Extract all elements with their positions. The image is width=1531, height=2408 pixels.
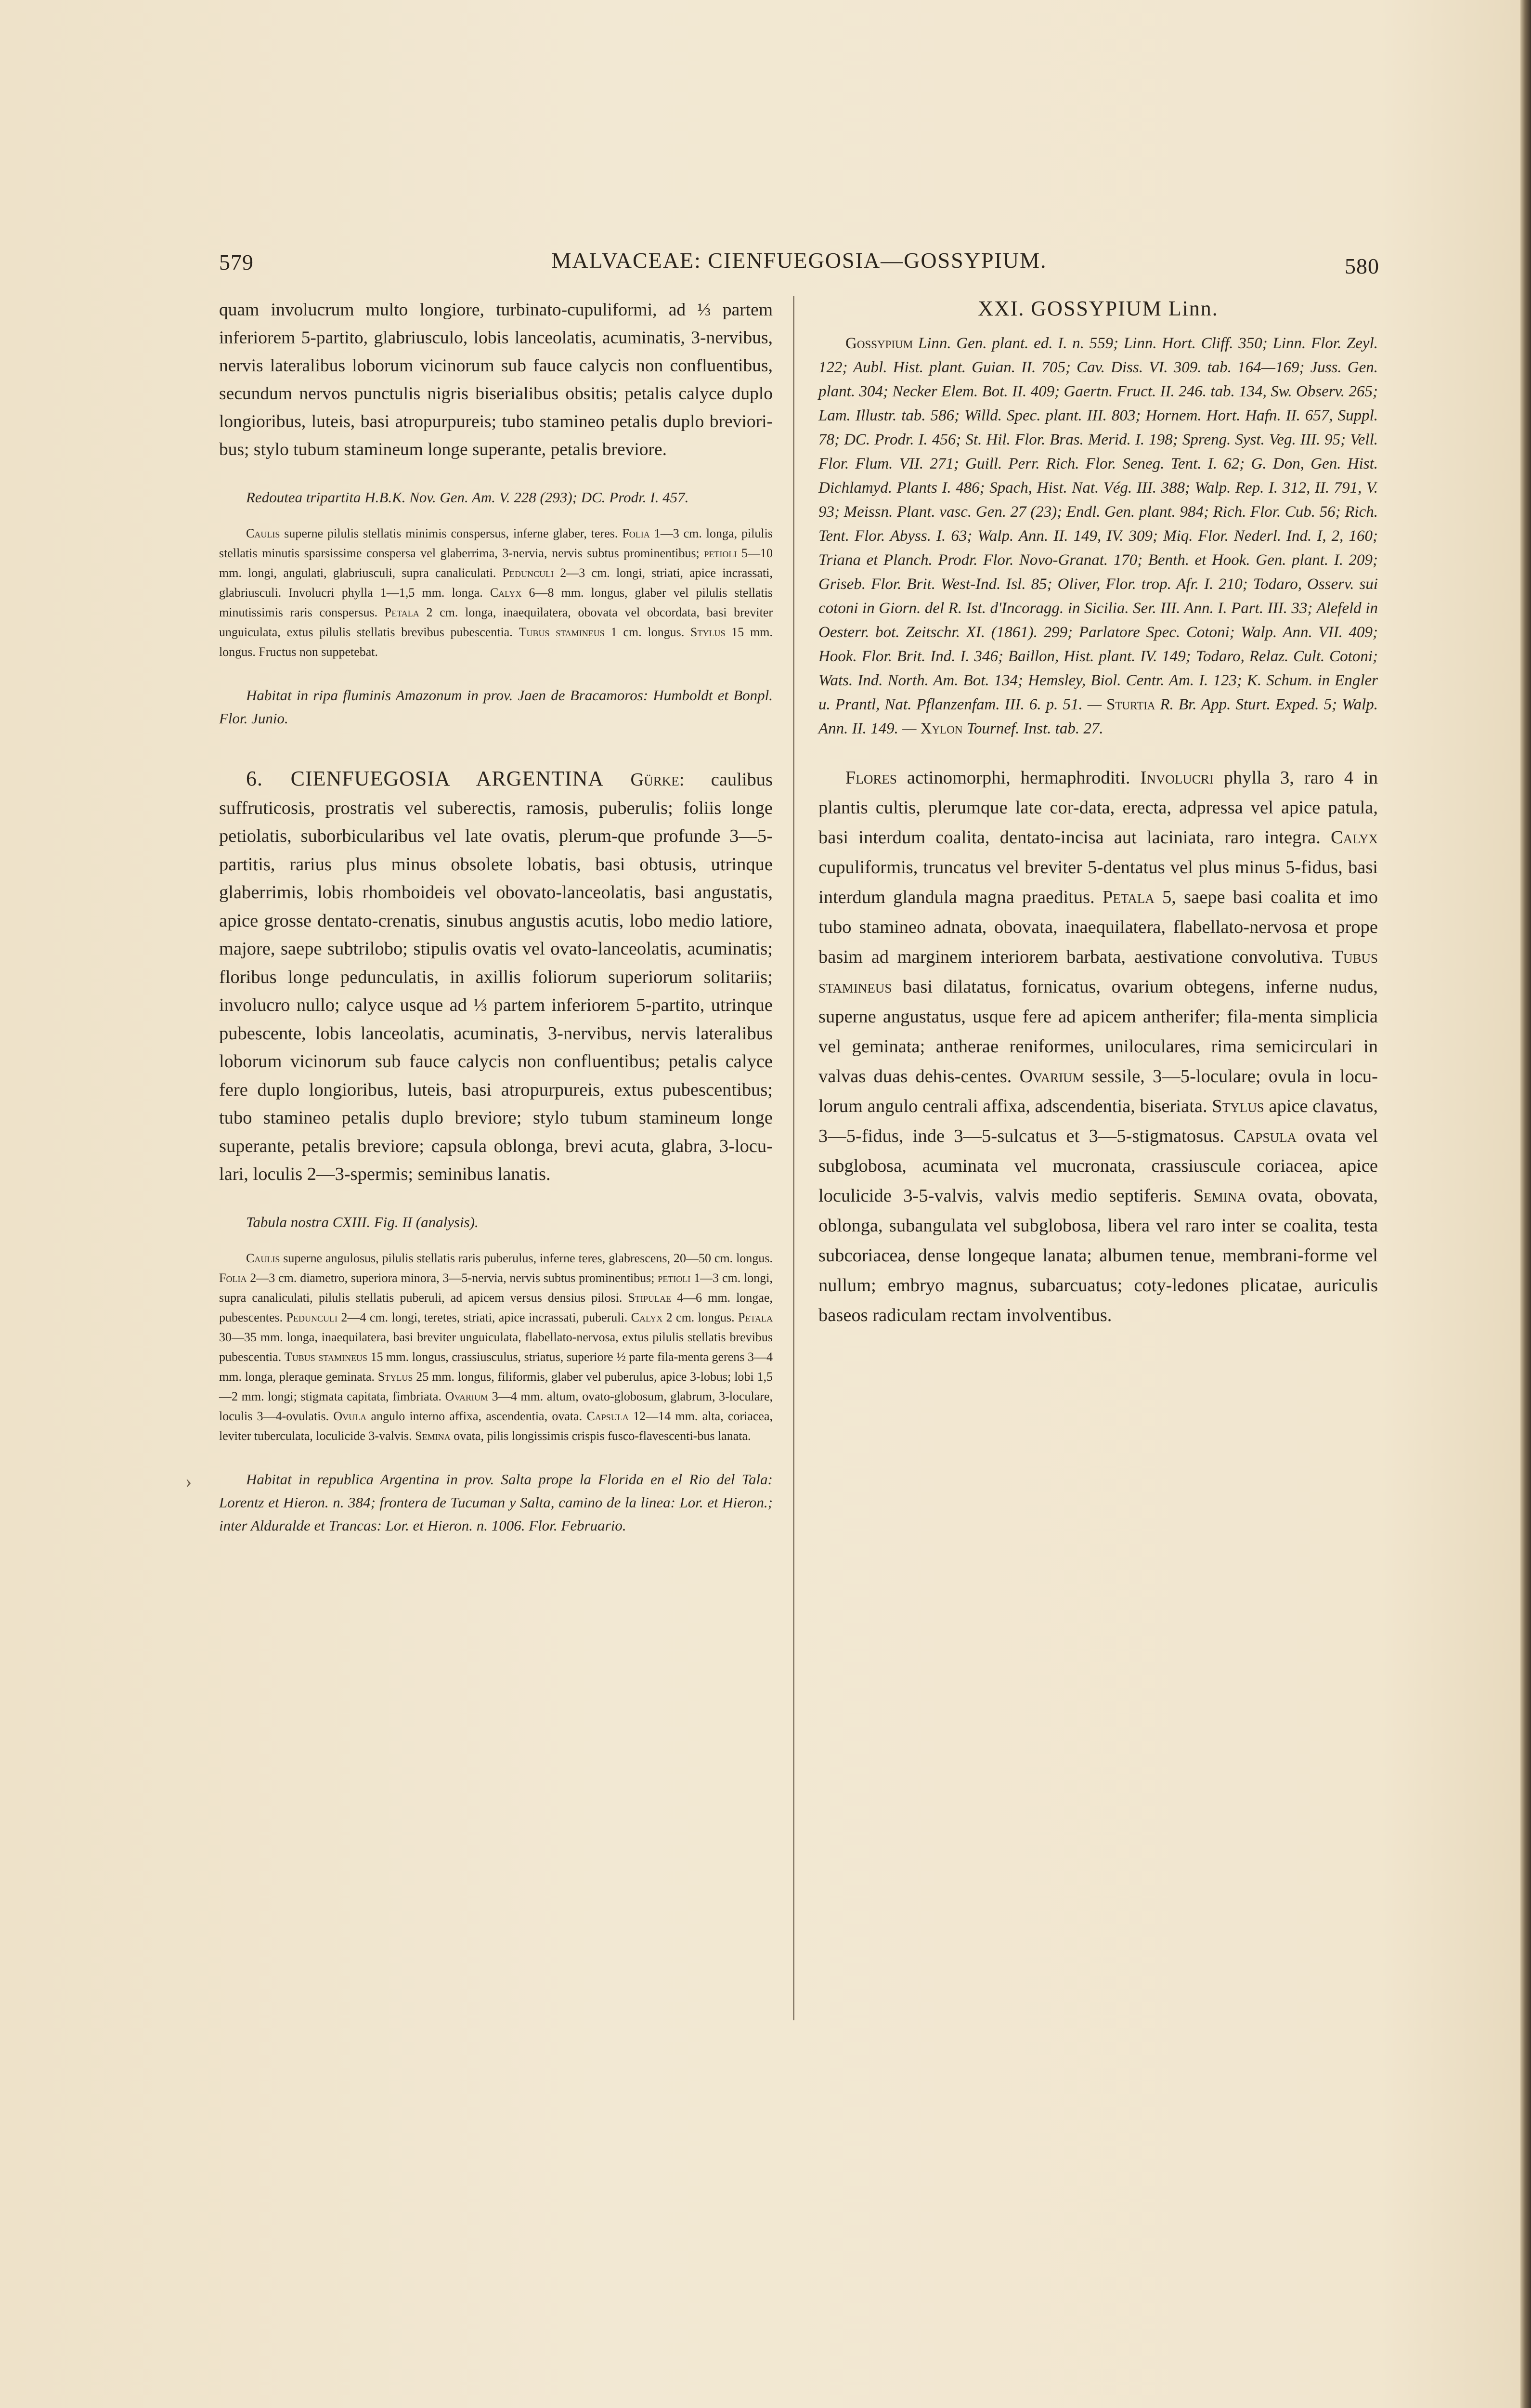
detailed-description: Caulis superne pilulis stellatis minimis conspersus, inferne glaber, teres. Folia 1—3 cm. longa, pilulis stellatis minutis sparsissime conspersa vel glaberrima, 3-nervia, nervis subtus prominentibus; petioli 5—10 mm. longi, angulati, glabriusculi, supra canaliculati. Pedunculi 2—3 cm. longi, striati, apice incrassati, glabriusculi. Involucri phylla 1—1,5 mm. longa. Calyx 6—8 mm. longus, glaber vel pilulis stellatis minutissimis raris conspersus. Petala 2 cm. longa, inaequilatera, obovata vel obcordata, basi breviter unguiculata, extus pilulis stellatis brevibus pubescentia. Tubus stamineus 1 cm. longus. Stylus 15 mm. longus. Fructus non suppetebat.: [219, 526, 773, 659]
page-number-left: 579: [219, 250, 254, 275]
detailed-description-2: Caulis superne angulosus, pilulis stellatis raris puberulus, inferne teres, glabrescens, 20—50 cm. longus. Folia 2—3 cm. diametro, superiora minora, 3—5-nervia, nervis subtus prominentibus; petioli 1—3 cm. longi, supra canaliculati, pilulis stellatis puberuli, ad apicem versus densius pilosi. Stipulae 4—6 mm. longae, pubescentes. Pedunculi 2—4 cm. longi, teretes, striati, apice incrassati, puberuli. Calyx 2 cm. longus. Petala 30—35 mm. longa, inaequilatera, basi breviter unguiculata, flabellato-nervosa, extus pilulis stellatis brevibus pubescentia. Tubus stamineus 15 mm. longus, crassiusculus, striatus, superiore ½ parte fila-menta gerens 3—4 mm. longa, pleraque geminata. Stylus 25 mm. longus, filiformis, glaber vel puberulus, apice 3-lobus; lobi 1,5—2 mm. longi; stigmata capitata, fimbriata. Ovarium 3—4 mm. altum, ovato-globosum, glabrum, 3-loculare, loculis 3—4-ovulatis. Ovula angulo interno affixa, ascendentia, ovata. Capsula 12—14 mm. alta, coriacea, leviter tuberculata, loculicide 3-valvis. Semina ovata, pilis longissimis crispis fusco-flavescenti-bus lanata.: [219, 1251, 773, 1443]
column-divider: [793, 296, 794, 2020]
plate-reference: Tabula nostra CXIII. Fig. II (analysis).: [246, 1213, 479, 1230]
page-edge-shadow: [1520, 0, 1531, 2408]
page-number-right: 580: [1345, 254, 1379, 278]
habitat-note-2: Habitat in republica Argentina in prov. Salta prope la Florida en el Rio del Tala: Lorentz et Hieron. n. 384; frontera de Tucuman y Salta, camino de la linea: Lor. et Hieron.; inter Alduralde et Trancas: Lor. et Hieron. n. 1006. Flor. Februario.: [219, 1470, 773, 1534]
running-header: [219, 246, 1379, 279]
genus-synonymy: Gossypium Linn. Gen. plant. ed. I. n. 559; Linn. Hort. Cliff. 350; Linn. Flor. Zeyl. 122; Aubl. Hist. plant. Guian. II. 705; Cav. Diss. VI. 309. tab. 164—169; Juss. Gen. plant. 304; Necker Elem. Bot. II. 409; Gaertn. Fruct. II. 246. tab. 134, Sw. Observ. 265; Lam. Illustr. tab. 586; Willd. Spec. plant. III. 803; Hornem. Hort. Hafn. II. 657, Suppl. 78; DC. Prodr. I. 456; St. Hil. Flor. Bras. Merid. I. 198; Spreng. Syst. Veg. III. 95; Vell. Flor. Flum. VII. 271; Guill. Perr. Rich. Flor. Seneg. Tent. I. 62; G. Don, Gen. Hist. Dichlamyd. Plants I. 486; Spach, Hist. Nat. Vég. III. 388; Walp. Rep. I. 312, II. 791, V. 93; Meissn. Plant. vasc. Gen. 27 (23); Endl. Gen. plant. 984; Rich. Flor. Cub. 56; Rich. Tent. Flor. Abyss. I. 63; Walp. Ann. II. 149, IV. 309; Miq. Flor. Nederl. Ind. I, 2, 160; Triana et Planch. Prodr. Flor. Novo-Granat. 170; Benth. et Hook. Gen. plant. I. 209; Griseb. Flor. Brit. West-Ind. Isl. 85; Oliver, Flor. trop. Afr. I. 210; Todaro, Osserv. sui cotoni in Giorn. del R. Ist. d'Incoragg. in Sicilia. Ser. III. Ann. I. Part. III. 33; Alefeld in Oesterr. bot. Zeitschr. XI. (1861). 299; Parlatore Spec. Cotoni; Walp. Ann. VII. 409; Hook. Flor. Brit. Ind. I. 346; Baillon, Hist. plant. IV. 149; Todaro, Relaz. Cult. Cotoni; Wats. Ind. North. Am. Bot. 134; Hemsley, Biol. Centr. Am. I. 123; K. Schum. in Engler u. Prantl, Nat. Pflanzenfam. III. 6. p. 51. — Sturtia R. Br. App. Sturt. Exped. 5; Walp. Ann. II. 149. — Xylon Tournef. Inst. tab. 27.: [818, 335, 1378, 737]
left-column: [219, 296, 773, 1537]
species-heading: 6. CIENFUEGOSIA ARGENTINA: [246, 767, 604, 790]
genus-title: XXI. GOSSYPIUM Linn.: [978, 297, 1219, 320]
genus-description: Flores actinomorphi, hermaphroditi. Involucri phylla 3, raro 4 in plantis cultis, plerumque late cor-data, erecta, adpressa vel apice patula, basi interdum coalita, dentato-incisa aut laciniata, raro integra. Calyx cupuliformis, truncatus vel breviter 5-dentatus vel plus minus 5-fidus, basi interdum glandula magna praeditus. Petala 5, saepe basi coalita et imo tubo stamineo adnata, obovata, inaequilatera, flabellato-nervosa et prope basim ad marginem interiorem barbata, aestivatione convolutiva. Tubus stamineus basi dilatatus, fornicatus, ovarium obtegens, inferne nudus, superne angustatus, usque fere ad apicem antherifer; fila-menta simplicia vel geminata; antherae reniformes, uniloculares, rima semicirculari in valvas duas dehis-centes. Ovarium sessile, 3—5-loculare; ovula in locu-lorum angulo centrali affixa, adscendentia, biseriata. Stylus apice clavatus, 3—5-fidus, inde 3—5-sulcatus et 3—5-stigmatosus. Capsula ovata vel subglobosa, acuminata vel mucronata, crassiuscule coriacea, apice loculicide 3-5-valvis, valvis medio septiferis. Semina ovata, obovata, oblonga, subangulata vel subglobosa, libera vel raro inter se coalita, testa subcoriacea, dense longeque lanata; albumen tenue, membrani-forme vel nullum; embryo magnus, subarcuatus; coty-ledones plicatae, auriculis baseos radiculam rectam involventibus.: [818, 768, 1378, 1325]
species-diagnosis: 6. CIENFUEGOSIA ARGENTINA Gürke: caulibus suffruticosis, prostratis vel suberectis, ramosis, puberulis; foliis longe petiolatis, suborbicularibus vel late ovatis, plerum-que profunde 3—5-partitis, rarius plus minus obsolete lobatis, basi obtusis, utrinque glaberrimis, lobis rhomboideis vel obovato-lanceolatis, basi angustatis, apice grosse dentato-crenatis, sinubus angustis acutis, lobo medio latiore, majore, saepe subtrilobo; stipulis ovatis vel ovato-lanceolatis, acuminatis; floribus longe pedunculatis, in axillis foliorum superiorum solitariis; involucro nullo; calyce usque ad ⅓ partem inferiorem 5-partito, utrinque pubescente, lobis lanceolatis, acuminatis, 3-nervibus, nervis lateralibus loborum vicinorum sub fauce calycis non confluentibus; petalis calyce fere duplo longioribus, luteis, basi atropurpureis, extus pubescentibus; tubo stamineo petalis duplo breviore; stylo tubum stamineum longe superante, petalis breviore; capsula oblonga, brevi acuta, glabra, 3-locu-lari, loculis 2—3-spermis; seminibus lanatis.: [219, 767, 773, 1184]
running-title: MALVACEAE: CIENFUEGOSIA—GOSSYPIUM.: [551, 248, 1047, 273]
species-author: Gürke: [630, 770, 679, 790]
right-column: [818, 296, 1378, 1330]
synonym-citation: Redoutea tripartita H.B.K. Nov. Gen. Am. V. 228 (293); DC. Prodr. I. 457.: [246, 489, 689, 506]
species-description-continued: quam involucrum multo longiore, turbinato-cupuliformi, ad ⅓ partem inferiorem 5-partito, glabriusculo, lobis lanceolatis, acuminatis, 3-nervibus, nervis lateralibus loborum vicinorum sub fauce calycis non confluentibus, secundum nervos punctulis nigris biserialibus obsitis; petalis calyce duplo longioribus, luteis, basi atropurpureis; tubo stamineo petalis duplo breviori-bus; stylo tubum stamineum longe superante, petalis breviore.: [219, 300, 773, 459]
habitat-note: Habitat in ripa fluminis Amazonum in prov. Jaen de Bracamoros: Humboldt et Bonpl. Flor. Junio.: [219, 687, 773, 727]
margin-bracket-mark: ›: [185, 1470, 192, 1492]
